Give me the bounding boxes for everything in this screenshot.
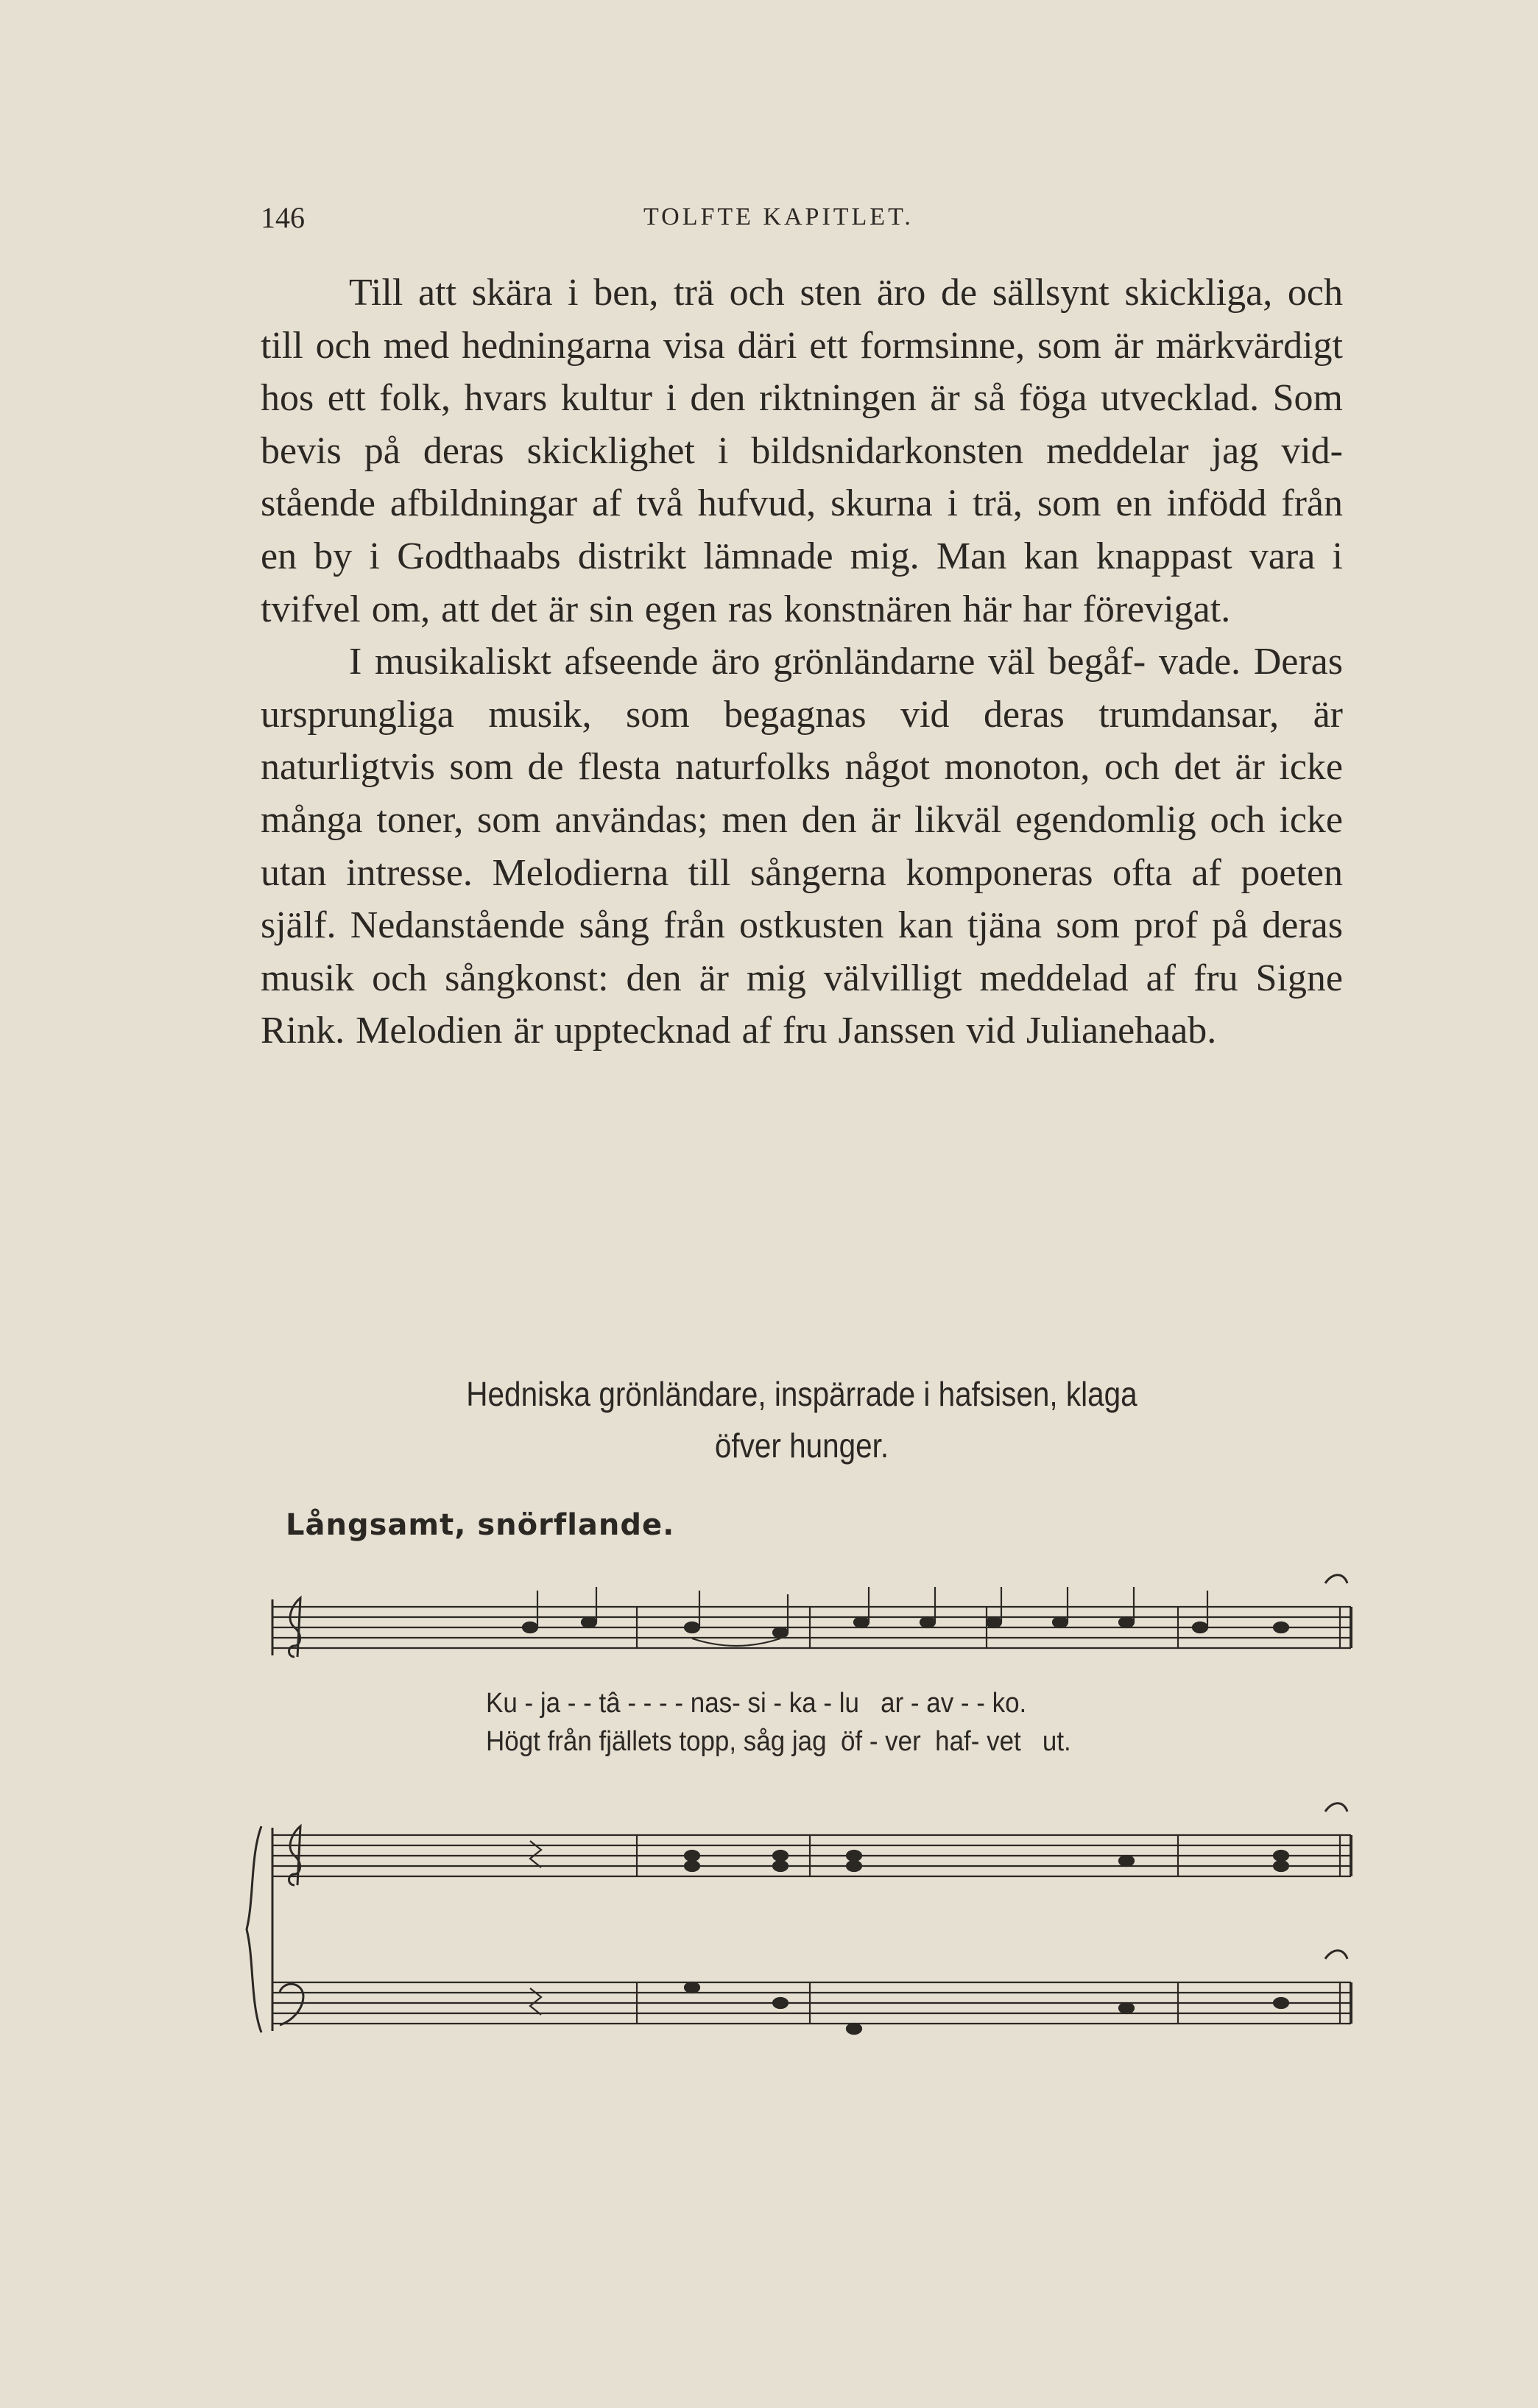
accompaniment-treble-staff bbox=[272, 1803, 1351, 1885]
system-brace-icon bbox=[247, 1826, 261, 2032]
page-number: 146 bbox=[261, 201, 305, 234]
fermata-icon bbox=[1325, 1803, 1347, 1812]
running-head bbox=[261, 200, 1343, 237]
tempo-marking: Långsamt, snörflande. bbox=[286, 1508, 675, 1542]
fermata-icon bbox=[1325, 1575, 1347, 1583]
bass-notes bbox=[685, 1982, 1288, 2034]
melody-staff bbox=[272, 1575, 1351, 1657]
song-title-line2: öfver hunger. bbox=[714, 1426, 889, 1465]
lyrics-line-swedish: Högt från fjällets topp, såg jag öf - ver haf- vet ut. bbox=[486, 1726, 1071, 1757]
paragraph-music: I musikaliskt afseende äro grönländarne väl begåf- vade. Deras ursprungliga musik, som begagnas vid deras trumdansar, är naturligtvis som de flesta naturfolks något monoton, och det är icke många toner, som användas; men den är likväl egendomlig och icke utan intresse. Melodierna till sångerna komponeras ofta af poeten själf. Nedanstående sång från ostkusten kan tjäna som prof på deras musik och sångkonst: den är mig välvilligt meddelad af fru Signe Rink. Melodien är upptecknad af fru Janssen vid Julianehaab. bbox=[261, 641, 1343, 1052]
fermata-icon bbox=[1325, 1951, 1347, 1959]
treble-chords bbox=[685, 1851, 1288, 1871]
music-score bbox=[221, 1546, 1384, 2062]
song-caption bbox=[325, 1368, 1278, 1471]
bass-clef-icon bbox=[280, 1984, 303, 2025]
chapter-title: TOLFTE KAPITLET. bbox=[643, 203, 914, 230]
lyrics-line-greenlandic: Ku - ja - - tâ - - - - nas- si - ka - lu ar - av - - ko. bbox=[486, 1688, 1027, 1719]
paragraph-wood-carving: Till att skära i ben, trä och sten äro de sällsynt skickliga, och till och med hedningarna visa däri ett formsinne, som är märkvärdigt hos ett folk, hvars kultur i den riktningen är så föga utvecklad. Som bevis på deras skicklighet i bildsnidarkonsten meddelar jag vid- stående afbildningar af två hufvud, skurna i trä, som en infödd från en by i Godthaabs distrikt lämnade mig. Man kan knappast vara i tvifvel om, att det är sin egen ras konstnären här har förevigat. bbox=[261, 272, 1343, 630]
song-title-line1: Hedniska grönländare, inspärrade i hafsisen, klaga bbox=[466, 1375, 1137, 1413]
accompaniment-bass-staff bbox=[272, 1951, 1351, 2034]
body-text bbox=[261, 267, 1343, 1057]
